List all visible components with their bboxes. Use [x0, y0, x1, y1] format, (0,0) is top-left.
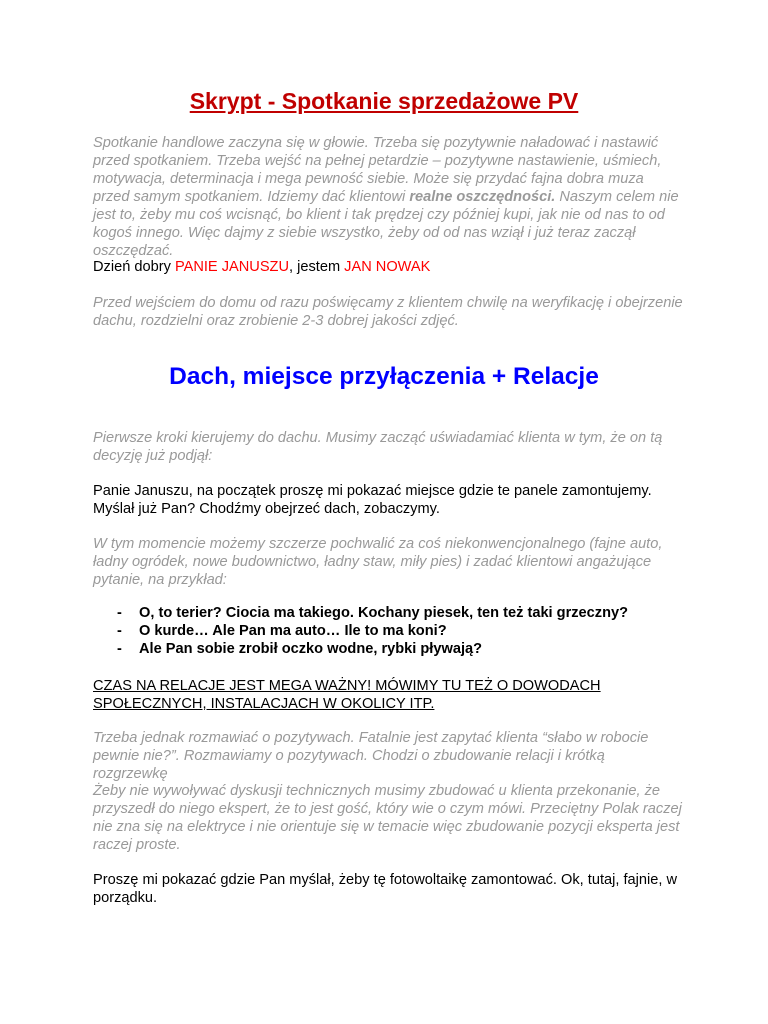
bullet-dash: - [117, 641, 122, 657]
praise-note: W tym momencie możemy szczerze pochwalić za coś niekonwencjonalnego (fajne auto, ładny ogródek, nowe budownictwo, ładny staw, miły pies) i zadać klientowi angażujące pytanie, na przykład: [93, 536, 663, 588]
intro-text-before: Spotkanie handlowe zaczyna się w głowie. Trzeba się pozytywnie naładować i nastawić przed spotkaniem. Trzeba wejść na pełnej petardzie – pozytywne nastawienie, uśmiech, motywacja, determinacja i mega pewność siebie. Może się przydać fajna dobra muza przed samym spotkaniem. Idziemy dać klientowi [93, 135, 662, 205]
greeting-middle: , jestem [289, 259, 345, 275]
positives-note: Trzeba jednak rozmawiać o pozytywach. Fatalnie jest zapytać klienta “słabo w robocie pewnie nie?”. Rozmawiamy o pozytywach. Chodzi o zbudowanie relacji i krótką rozgrzewkę [93, 730, 649, 782]
intro-note [93, 134, 683, 260]
list-item-text: O, to terier? Ciocia ma takiego. Kochany piesek, ten też taki grzeczny? [139, 605, 629, 621]
client-name-placeholder: PANIE JANUSZU [174, 259, 290, 275]
greeting-line [93, 258, 683, 276]
expert-note: Żeby nie wywoływać dyskusji technicznych musimy zbudować u klienta przekonanie, że przyszedł do niego ekspert, że to jest gość, który wie o czym mówi. Przeciętny Polak raczej nie zna się na elektryce i nie orientuje się w temacie więc zbudowanie pozycji eksperta jest raczej proste. [93, 783, 682, 853]
first-steps-note: Pierwsze kroki kierujemy do dachu. Musimy zacząć uświadamiać klienta w tym, że on tą decyzję już podjął: [93, 430, 663, 464]
seller-name-placeholder: JAN NOWAK [344, 259, 431, 275]
example-questions-list [117, 604, 687, 658]
list-item [117, 640, 687, 658]
relations-heading: CZAS NA RELACJE JEST MEGA WAŻNY! MÓWIMY TU TEŻ O DOWODACH SPOŁECZNYCH, INSTALACJACH W OKOLICY ITP. [93, 678, 601, 712]
greeting-prefix: Dzień dobry [93, 259, 175, 275]
list-item [117, 604, 687, 622]
bullet-dash: - [117, 605, 122, 621]
section-heading: Dach, miejsce przyłączenia + Relacje [169, 363, 599, 390]
roof-speech: Panie Januszu, na początek proszę mi pokazać miejsce gdzie te panele zamontujemy. Myślał już Pan? Chodźmy obejrzeć dach, zobaczymy. [93, 483, 652, 517]
intro-text-after: Naszym celem nie jest to, żeby mu coś wcisnąć, bo klient i tak prędzej czy później kupi, jak nie od nas to od kogoś innego. Więc dajmy z siebie wszystko, żeby od od nas wziął i już teraz zaczął oszczędzać. [93, 189, 679, 259]
page-title: Skrypt - Spotkanie sprzedażowe PV [189, 88, 579, 114]
list-item [117, 622, 687, 640]
bullet-dash: - [117, 623, 122, 639]
intro-bold: realne oszczędności. [409, 189, 556, 205]
list-item-text: O kurde… Ale Pan ma auto… Ile to ma koni? [139, 623, 447, 639]
install-speech: Proszę mi pokazać gdzie Pan myślał, żeby tę fotowoltaikę zamontować. Ok, tutaj, fajnie, w porządku. [93, 872, 678, 906]
roof-check-note: Przed wejściem do domu od razu poświęcamy z klientem chwilę na weryfikację i obejrzenie dachu, rozdzielni oraz zrobienie 2-3 dobrej jakości zdjęć. [93, 295, 683, 329]
list-item-text: Ale Pan sobie zrobił oczko wodne, rybki pływają? [139, 641, 483, 657]
